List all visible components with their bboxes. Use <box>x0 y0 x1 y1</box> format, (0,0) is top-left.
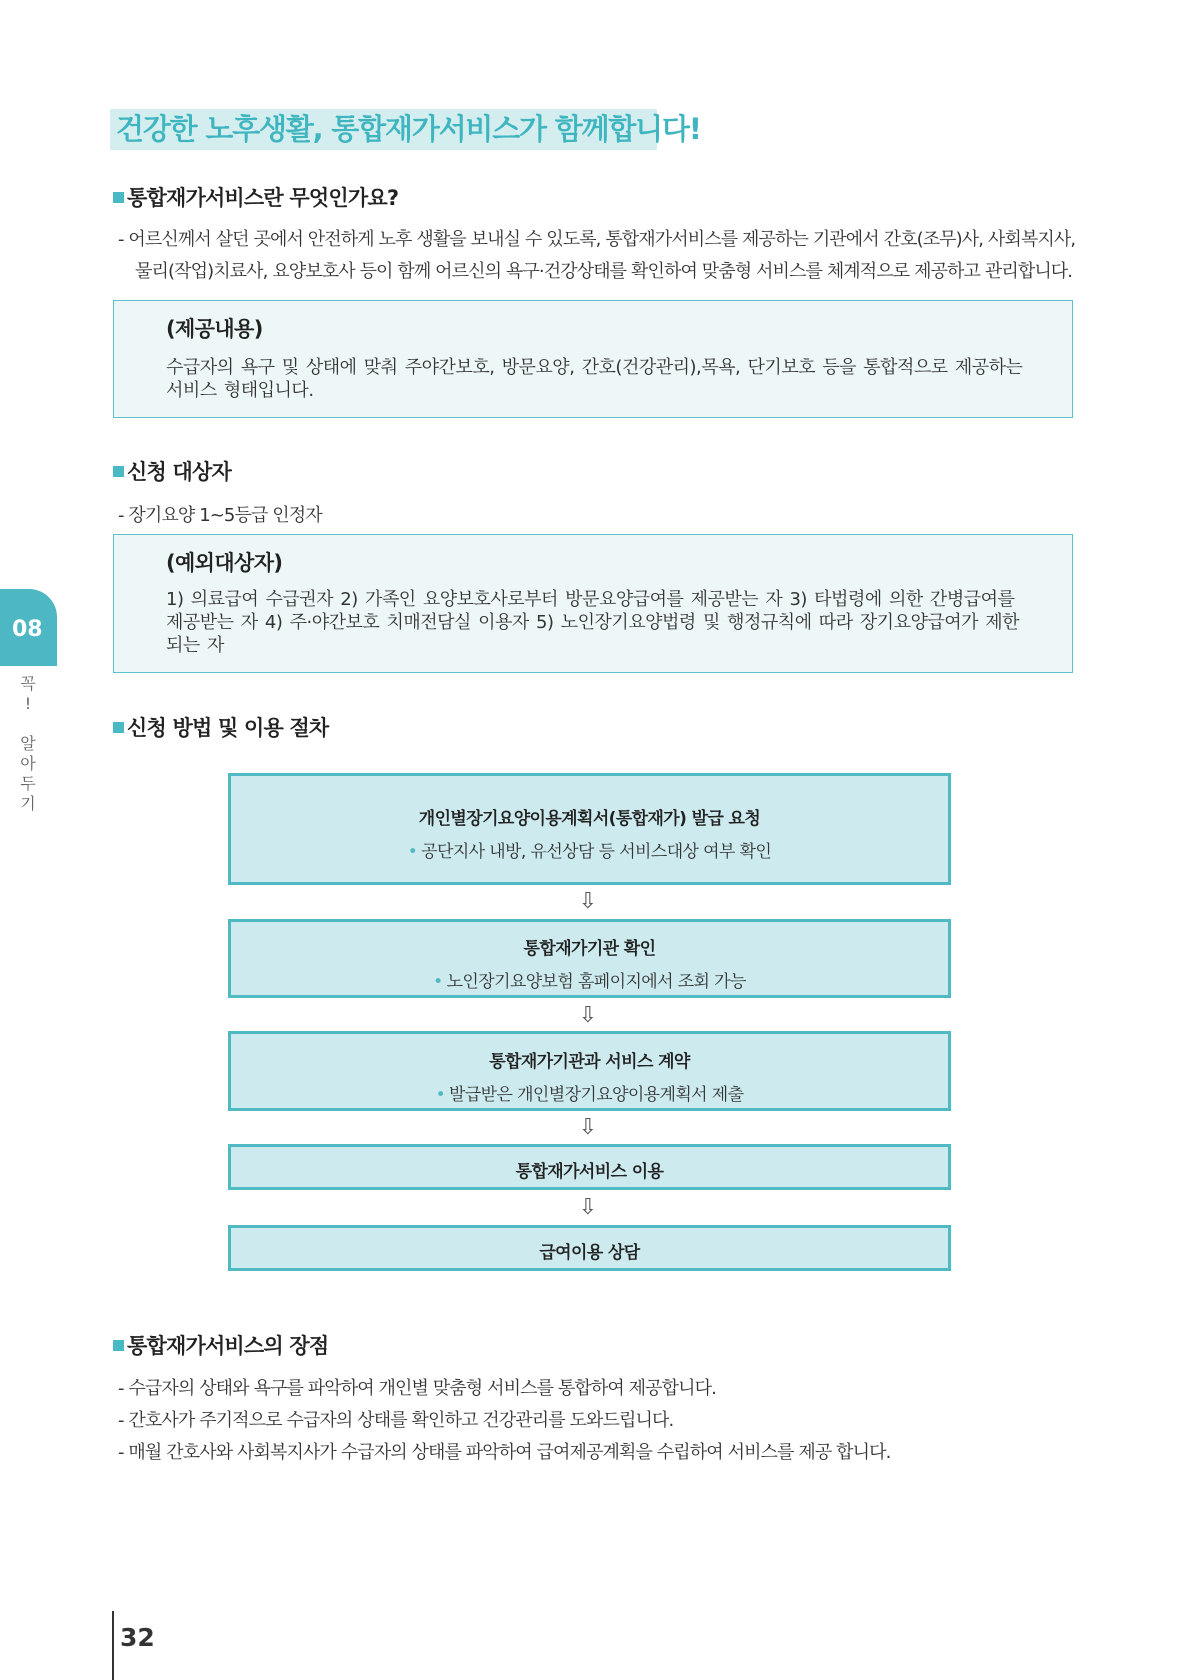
flow-step-title: 통합재가서비스 이용 <box>515 1162 664 1182</box>
provided-content-title: (제공내용) <box>166 317 263 341</box>
section-heading-eligibility: 신청 대상자 <box>113 456 231 486</box>
exception-line-3: 되는 자 <box>166 635 224 656</box>
provided-content-line-2: 서비스 형태입니다. <box>166 380 314 401</box>
down-arrow-icon: ⇩ <box>578 1003 598 1028</box>
section-heading-procedure: 신청 방법 및 이용 절차 <box>113 712 328 742</box>
flow-step-2 <box>228 919 951 998</box>
advantage-item-1: - 수급자의 상태와 욕구를 파악하여 개인별 맞춤형 서비스를 통합하여 제공합니다. <box>118 1378 716 1399</box>
down-arrow-icon: ⇩ <box>578 889 598 914</box>
section-heading-advantages: 통합재가서비스의 장점 <box>113 1330 328 1360</box>
vertical-label-char: 알 <box>20 734 36 753</box>
page-number-divider <box>112 1611 114 1680</box>
dot-bullet-icon: • <box>435 1085 446 1105</box>
vertical-label-char: ! <box>24 694 32 713</box>
advantage-item-3: - 매월 간호사와 사회복지사가 수급자의 상태를 파악하여 급여제공계획을 수립하여 서비스를 제공 합니다. <box>118 1442 891 1463</box>
flow-step-3 <box>228 1031 951 1111</box>
provided-content-box <box>113 300 1073 418</box>
dot-bullet-icon: • <box>433 972 443 992</box>
page-title-bar <box>110 109 701 150</box>
flow-step-sub: • 노인장기요양보험 홈페이지에서 조회 가능 <box>433 972 746 992</box>
provided-content-line-1: 수급자의 욕구 및 상태에 맞춰 주야간보호, 방문요양, 간호(건강관리),목욕, 단기보호 등을 통합적으로 제공하는 <box>166 357 1023 378</box>
square-bullet-icon <box>113 192 124 203</box>
definition-line-1: - 어르신께서 살던 곳에서 안전하게 노후 생활을 보내실 수 있도록, 통합재가서비스를 제공하는 기관에서 간호(조무)사, 사회복지사, <box>118 229 1076 250</box>
flow-step-title: 개인별장기요양이용계획서(통합재가) 발급 요청 <box>418 809 761 829</box>
flow-step-sub: • 발급받은 개인별장기요양이용계획서 제출 <box>435 1085 744 1105</box>
advantage-item-2: - 간호사가 주기적으로 수급자의 상태를 확인하고 건강관리를 도와드립니다. <box>118 1410 674 1431</box>
section-heading-what-is: 통합재가서비스란 무엇인가요? <box>113 182 398 212</box>
chapter-tab <box>0 589 57 666</box>
exception-box <box>113 534 1073 673</box>
vertical-label-char: 아 <box>20 754 36 773</box>
page-title: 건강한 노후생활, 통합재가서비스가 함께합니다! <box>116 112 701 146</box>
exception-line-2: 제공받는 자 4) 주·야간보호 치매전담실 이용자 5) 노인장기요양법령 및 행정규칙에 따라 장기요양급여가 제한 <box>166 612 1020 633</box>
eligibility-line: - 장기요양 1~5등급 인정자 <box>118 505 322 526</box>
vertical-label-char: 꼭 <box>20 674 36 693</box>
vertical-label-char: 두 <box>20 774 36 793</box>
flow-step-title: 급여이용 상담 <box>539 1243 640 1263</box>
definition-line-2: 물리(작업)치료사, 요양보호사 등이 함께 어르신의 욕구·건강상태를 확인하여 맞춤형 서비스를 체계적으로 제공하고 관리합니다. <box>135 261 1073 282</box>
down-arrow-icon: ⇩ <box>578 1195 598 1220</box>
flow-step-title: 통합재가기관과 서비스 계약 <box>489 1052 690 1072</box>
flow-step-sub: • 공단지사 내방, 유선상담 등 서비스대상 여부 확인 <box>407 842 772 862</box>
vertical-label-char: 기 <box>20 794 36 813</box>
down-arrow-icon: ⇩ <box>578 1115 598 1140</box>
page-number: 32 <box>120 1623 155 1652</box>
square-bullet-icon <box>113 466 124 477</box>
flow-step-1 <box>228 773 951 885</box>
exception-title: (예외대상자) <box>166 551 283 575</box>
chapter-number: 08 <box>12 617 43 642</box>
dot-bullet-icon: • <box>407 842 418 862</box>
exception-line-1: 1) 의료급여 수급권자 2) 가족인 요양보호사로부터 방문요양급여를 제공받는 자 3) 타법령에 의한 간병급여를 <box>166 589 1015 610</box>
vertical-label-char <box>18 714 38 734</box>
square-bullet-icon <box>113 1340 124 1351</box>
square-bullet-icon <box>113 722 124 733</box>
flow-step-4 <box>228 1144 951 1190</box>
flow-step-5 <box>228 1225 951 1271</box>
chapter-vertical-label <box>18 674 38 814</box>
flow-step-title: 통합재가기관 확인 <box>523 939 656 959</box>
